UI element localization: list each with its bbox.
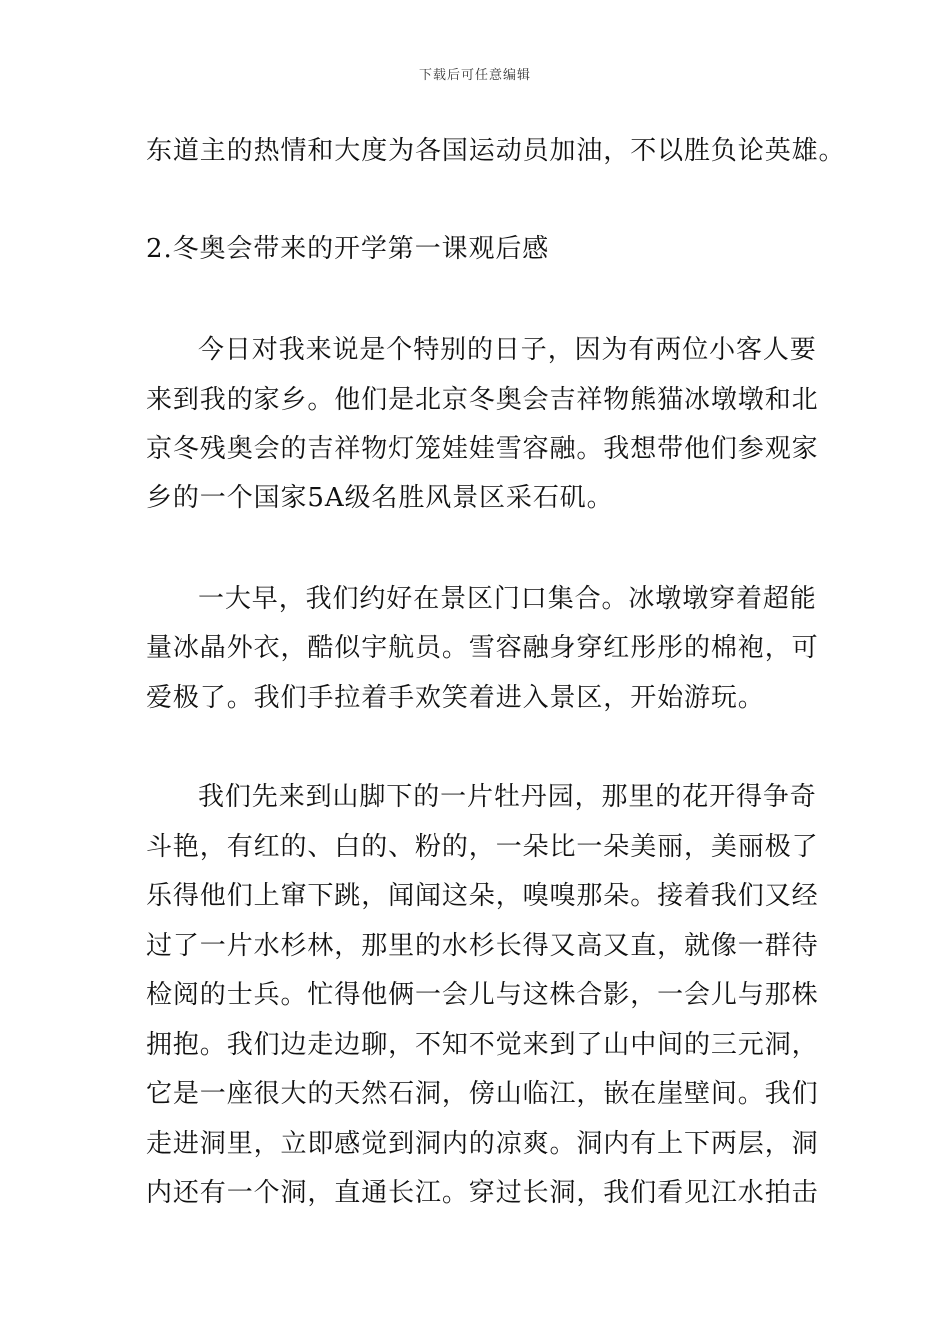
paragraph-line: 乡的一个国家5A级名胜风景区采石矶。 xyxy=(146,483,614,513)
paragraph-line: 过了一片水杉林，那里的水杉长得又高又直，就像一群待 xyxy=(146,931,819,961)
paragraph-line: 内还有一个洞，直通长江。穿过长洞，我们看见江水拍击 xyxy=(146,1178,819,1208)
paragraph-line: 乐得他们上窜下跳，闻闻这朵，嗅嗅那朵。接着我们又经 xyxy=(146,881,819,911)
paragraph-line: 我们先来到山脚下的一片牡丹园，那里的花开得争奇 xyxy=(198,782,817,812)
paragraph-line: 一大早，我们约好在景区门口集合。冰墩墩穿着超能 xyxy=(198,584,817,614)
page-header: 下载后可任意编辑 xyxy=(418,68,531,83)
paragraph-line: 量冰晶外衣，酷似宇航员。雪容融身穿红彤彤的棉袍，可 xyxy=(146,633,819,663)
paragraph-line: 斗艳，有红的、白的、粉的，一朵比一朵美丽，美丽极了 xyxy=(146,832,819,862)
paragraph-line: 来到我的家乡。他们是北京冬奥会吉祥物熊猫冰墩墩和北 xyxy=(146,385,819,415)
intro-line: 东道主的热情和大度为各国运动员加油，不以胜负论英雄。 xyxy=(146,136,846,166)
paragraph-line: 它是一座很大的天然石洞，傍山临江，嵌在崖壁间。我们 xyxy=(146,1079,819,1109)
paragraph-line: 今日对我来说是个特别的日子，因为有两位小客人要 xyxy=(198,335,817,365)
paragraph-line: 拥抱。我们边走边聊，不知不觉来到了山中间的三元洞， xyxy=(146,1030,819,1060)
paragraph-line: 走进洞里，立即感觉到洞内的凉爽。洞内有上下两层，洞 xyxy=(146,1129,819,1159)
paragraph-line: 检阅的士兵。忙得他俩一会儿与这株合影，一会儿与那株 xyxy=(146,980,819,1010)
paragraph-line: 爱极了。我们手拉着手欢笑着进入景区，开始游玩。 xyxy=(146,683,765,713)
section-title: 2.冬奥会带来的开学第一课观后感 xyxy=(146,234,550,264)
paragraph-line: 京冬残奥会的吉祥物灯笼娃娃雪容融。我想带他们参观家 xyxy=(146,434,819,464)
